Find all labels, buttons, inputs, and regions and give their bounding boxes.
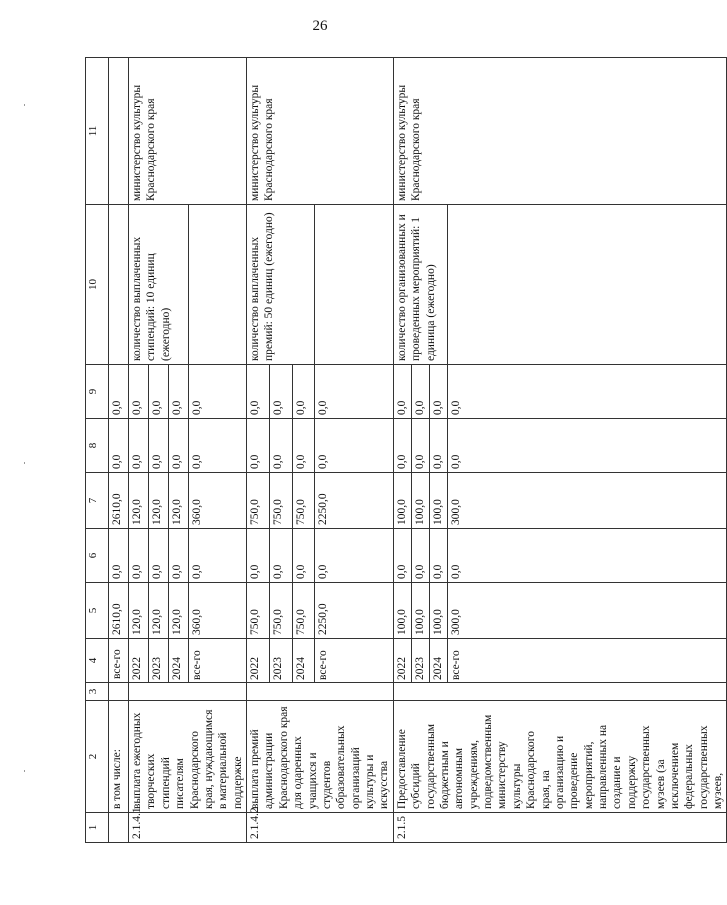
value-cell: 0,0	[315, 419, 393, 473]
program-table	[85, 57, 727, 843]
intro-year: все-го	[109, 639, 129, 683]
scan-mark	[24, 770, 25, 772]
col-header-10: 10	[86, 205, 109, 365]
cell-code	[109, 813, 129, 843]
value-cell: 0,0	[269, 365, 292, 419]
value-cell: 120,0	[149, 473, 169, 529]
section-result: количество организованных и проведенных мероприятий: 1 единица (ежегодно)	[393, 205, 447, 365]
value-cell: 0,0	[129, 365, 149, 419]
value-cell: 0,0	[429, 529, 447, 583]
value-cell: 0,0	[149, 419, 169, 473]
value-cell: 0,0	[169, 419, 189, 473]
year-cell: 2023	[269, 639, 292, 683]
cell-empty	[447, 205, 727, 365]
intro-value-5: 2610,0	[109, 583, 129, 639]
value-cell: 0,0	[149, 365, 169, 419]
section-result: количество выплаченных стипендий: 10 единиц (ежегодно)	[129, 205, 189, 365]
intro-value-9: 0,0	[109, 365, 129, 419]
value-cell: 750,0	[247, 583, 270, 639]
page-number: 26	[312, 18, 328, 34]
year-cell: все-го	[447, 639, 727, 683]
value-cell: 0,0	[247, 419, 270, 473]
col-header-9: 9	[86, 365, 109, 419]
year-cell: 2024	[169, 639, 189, 683]
year-cell: 2022	[129, 639, 149, 683]
value-cell: 750,0	[292, 473, 315, 529]
table-row	[393, 58, 411, 843]
value-cell: 2250,0	[315, 473, 393, 529]
value-cell: 0,0	[292, 419, 315, 473]
cell-empty	[109, 58, 129, 205]
value-cell: 750,0	[247, 473, 270, 529]
table-row	[129, 58, 149, 843]
value-cell: 100,0	[411, 583, 429, 639]
value-cell: 0,0	[247, 529, 270, 583]
value-cell: 0,0	[149, 529, 169, 583]
cell-empty	[109, 205, 129, 365]
value-cell: 0,0	[447, 365, 727, 419]
intro-value-6: 0,0	[109, 529, 129, 583]
col-header-8: 8	[86, 419, 109, 473]
year-cell: 2023	[149, 639, 169, 683]
section-code: 2.1.4.2	[247, 813, 394, 843]
table-row	[247, 58, 270, 843]
year-cell: 2023	[411, 639, 429, 683]
section-code: 2.1.5	[393, 813, 727, 843]
cell-empty	[315, 205, 393, 365]
value-cell: 0,0	[189, 419, 247, 473]
value-cell: 0,0	[169, 529, 189, 583]
year-cell: все-го	[189, 639, 247, 683]
value-cell: 0,0	[411, 419, 429, 473]
year-cell: все-го	[315, 639, 393, 683]
col-header-5: 5	[86, 583, 109, 639]
value-cell: 0,0	[393, 419, 411, 473]
value-cell: 750,0	[269, 583, 292, 639]
value-cell: 360,0	[189, 473, 247, 529]
section-executor: министерство культуры Краснодарского края	[393, 58, 727, 205]
col-header-4: 4	[86, 639, 109, 683]
value-cell: 100,0	[393, 473, 411, 529]
intro-text: в том числе:	[109, 701, 129, 813]
year-cell: 2024	[429, 639, 447, 683]
section-description: выплата премий администрации Краснодарского края для одаренных учащихся и студентов образовательных организаций культуры и искусства	[247, 701, 394, 813]
section-description: Предоставление субсидий государственным бюджетным и автономным учреждениям, подведомственным министерству культуры Краснодарского края, на организацию и проведение мероприятий, направленных на создание и поддержку государственных музеев (за исключением федеральных государственных музеев,	[393, 701, 727, 813]
value-cell: 0,0	[189, 365, 247, 419]
value-cell: 0,0	[447, 529, 727, 583]
cell-empty	[393, 683, 727, 701]
intro-row	[109, 58, 129, 843]
cell-empty	[109, 683, 129, 701]
col-header-1: 1	[86, 813, 109, 843]
scan-mark	[24, 104, 25, 106]
value-cell: 0,0	[429, 419, 447, 473]
value-cell: 2250,0	[315, 583, 393, 639]
value-cell: 0,0	[292, 365, 315, 419]
value-cell: 0,0	[247, 365, 270, 419]
col-header-3: 3	[86, 683, 109, 701]
section-description: выплата ежегодных творческих стипендий писателям Краснодарского края, нуждающимся в материальной поддержке	[129, 701, 247, 813]
cell-empty	[247, 683, 394, 701]
value-cell: 0,0	[393, 365, 411, 419]
section-code: 2.1.4.1	[129, 813, 247, 843]
value-cell: 0,0	[447, 419, 727, 473]
value-cell: 0,0	[393, 529, 411, 583]
year-cell: 2022	[247, 639, 270, 683]
value-cell: 0,0	[411, 529, 429, 583]
value-cell: 0,0	[292, 529, 315, 583]
value-cell: 100,0	[429, 583, 447, 639]
value-cell: 100,0	[429, 473, 447, 529]
value-cell: 120,0	[169, 473, 189, 529]
value-cell: 100,0	[411, 473, 429, 529]
col-header-11: 11	[86, 58, 109, 205]
section-result: количество выплаченных премий: 50 единиц (ежегодно)	[247, 205, 315, 365]
value-cell: 0,0	[315, 529, 393, 583]
cell-empty	[189, 205, 247, 365]
value-cell: 0,0	[269, 419, 292, 473]
year-cell: 2022	[393, 639, 411, 683]
value-cell: 0,0	[411, 365, 429, 419]
value-cell: 120,0	[169, 583, 189, 639]
cell-empty	[129, 683, 247, 701]
value-cell: 750,0	[292, 583, 315, 639]
value-cell: 0,0	[269, 529, 292, 583]
value-cell: 0,0	[129, 529, 149, 583]
scan-mark	[24, 462, 25, 464]
value-cell: 300,0	[447, 583, 727, 639]
value-cell: 0,0	[429, 365, 447, 419]
section-executor: министерство культуры Краснодарского края	[247, 58, 394, 205]
value-cell: 0,0	[129, 419, 149, 473]
value-cell: 750,0	[269, 473, 292, 529]
intro-value-7: 2610,0	[109, 473, 129, 529]
value-cell: 0,0	[315, 365, 393, 419]
col-header-2: 2	[86, 701, 109, 813]
value-cell: 0,0	[189, 529, 247, 583]
value-cell: 120,0	[149, 583, 169, 639]
col-header-7: 7	[86, 473, 109, 529]
col-header-6: 6	[86, 529, 109, 583]
column-number-row	[86, 58, 109, 843]
year-cell: 2024	[292, 639, 315, 683]
value-cell: 360,0	[189, 583, 247, 639]
section-executor: министерство культуры Краснодарского края	[129, 58, 247, 205]
value-cell: 0,0	[169, 365, 189, 419]
value-cell: 120,0	[129, 583, 149, 639]
rotated-table-wrapper	[85, 58, 724, 843]
value-cell: 120,0	[129, 473, 149, 529]
intro-value-8: 0,0	[109, 419, 129, 473]
value-cell: 300,0	[447, 473, 727, 529]
value-cell: 100,0	[393, 583, 411, 639]
